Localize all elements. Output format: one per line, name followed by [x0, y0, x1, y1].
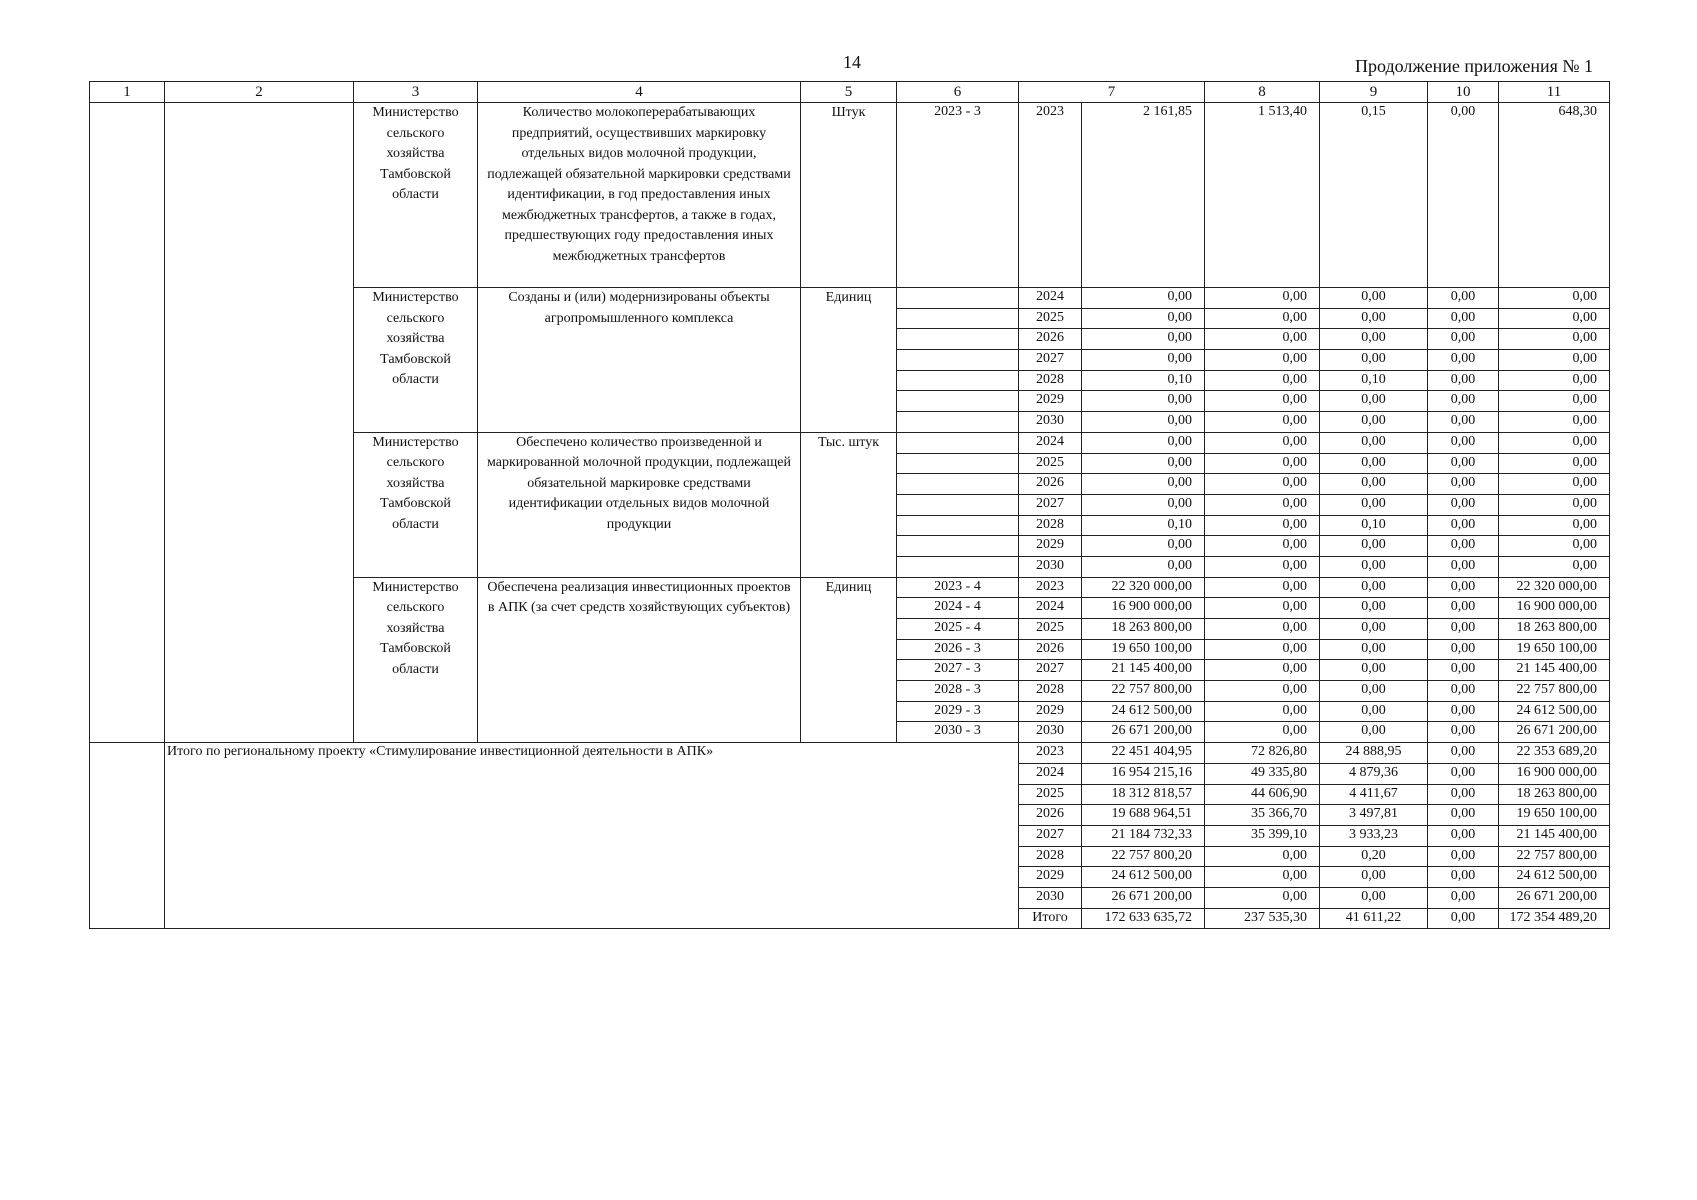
year-cell: 2030 [1019, 887, 1082, 908]
header-cell: 3 [354, 82, 478, 103]
amount-cell: 41 611,22 [1320, 908, 1428, 929]
target-cell: 2025 - 4 [897, 619, 1019, 640]
amount-cell: 0,00 [1205, 308, 1320, 329]
amount-cell: 0,00 [1499, 453, 1610, 474]
amount-cell: 22 320 000,00 [1499, 577, 1610, 598]
page-number: 14 [843, 52, 861, 72]
year-cell: 2028 [1019, 515, 1082, 536]
amount-cell: 22 757 800,00 [1499, 846, 1610, 867]
amount-cell: 0,00 [1205, 846, 1320, 867]
year-cell: 2023 [1019, 743, 1082, 764]
amount-cell: 172 633 635,72 [1082, 908, 1205, 929]
year-cell: Итого [1019, 908, 1082, 929]
amount-cell: 3 497,81 [1320, 805, 1428, 826]
amount-cell: 0,00 [1428, 784, 1499, 805]
amount-cell: 0,00 [1499, 536, 1610, 557]
target-cell [897, 370, 1019, 391]
amount-cell: 0,00 [1428, 103, 1499, 288]
amount-cell: 35 399,10 [1205, 825, 1320, 846]
year-cell: 2025 [1019, 308, 1082, 329]
amount-cell: 72 826,80 [1205, 743, 1320, 764]
amount-cell: 0,00 [1205, 453, 1320, 474]
year-cell: 2024 [1019, 598, 1082, 619]
target-cell [897, 412, 1019, 433]
amount-cell: 0,00 [1320, 432, 1428, 453]
amount-cell: 22 320 000,00 [1082, 577, 1205, 598]
amount-cell: 0,00 [1205, 619, 1320, 640]
amount-cell: 0,10 [1082, 515, 1205, 536]
indicator-cell: Обеспечено количество произведенной и маркированной молочной продукции, подлежащей обязательной маркировке средствами идентификации отдельных видов молочной продукции [478, 432, 801, 577]
year-cell: 2030 [1019, 722, 1082, 743]
amount-cell: 18 263 800,00 [1082, 619, 1205, 640]
amount-cell: 0,00 [1082, 391, 1205, 412]
amount-cell: 18 263 800,00 [1499, 619, 1610, 640]
amount-cell: 0,00 [1428, 453, 1499, 474]
amount-cell: 0,00 [1205, 474, 1320, 495]
header-cell: 1 [90, 82, 165, 103]
amount-cell: 35 366,70 [1205, 805, 1320, 826]
amount-cell: 0,00 [1205, 887, 1320, 908]
amount-cell: 0,00 [1320, 660, 1428, 681]
amount-cell: 0,00 [1428, 515, 1499, 536]
year-cell: 2023 [1019, 103, 1082, 288]
amount-cell: 22 757 800,00 [1499, 681, 1610, 702]
amount-cell: 0,00 [1320, 556, 1428, 577]
amount-cell: 0,00 [1499, 556, 1610, 577]
amount-cell: 0,00 [1205, 391, 1320, 412]
amount-cell: 16 900 000,00 [1499, 598, 1610, 619]
amount-cell: 0,00 [1205, 412, 1320, 433]
amount-cell: 0,00 [1428, 660, 1499, 681]
header-cell: 8 [1205, 82, 1320, 103]
amount-cell: 0,00 [1082, 288, 1205, 309]
amount-cell: 19 650 100,00 [1499, 639, 1610, 660]
amount-cell: 0,00 [1499, 370, 1610, 391]
amount-cell: 22 353 689,20 [1499, 743, 1610, 764]
amount-cell: 26 671 200,00 [1082, 722, 1205, 743]
amount-cell: 24 612 500,00 [1082, 701, 1205, 722]
year-cell: 2025 [1019, 784, 1082, 805]
unit-cell: Тыс. штук [801, 432, 897, 577]
amount-cell: 0,00 [1082, 453, 1205, 474]
year-cell: 2028 [1019, 370, 1082, 391]
total-row [90, 743, 1610, 764]
target-cell: 2027 - 3 [897, 660, 1019, 681]
amount-cell: 2 161,85 [1082, 103, 1205, 288]
amount-cell: 0,00 [1499, 515, 1610, 536]
target-cell: 2024 - 4 [897, 598, 1019, 619]
amount-cell: 44 606,90 [1205, 784, 1320, 805]
target-cell [897, 556, 1019, 577]
responsible-cell: Министерство сельского хозяйства Тамбовской области [354, 288, 478, 433]
amount-cell: 0,00 [1082, 412, 1205, 433]
amount-cell: 26 671 200,00 [1499, 722, 1610, 743]
amount-cell: 0,00 [1428, 867, 1499, 888]
target-cell [897, 453, 1019, 474]
amount-cell: 0,00 [1499, 412, 1610, 433]
total-label: Итого по региональному проекту «Стимулирование инвестиционной деятельности в АПК» [165, 743, 1019, 929]
amount-cell: 0,00 [1205, 867, 1320, 888]
target-cell [897, 474, 1019, 495]
amount-cell: 0,00 [1428, 350, 1499, 371]
year-cell: 2025 [1019, 453, 1082, 474]
amount-cell: 0,00 [1499, 288, 1610, 309]
year-cell: 2027 [1019, 660, 1082, 681]
amount-cell: 0,00 [1320, 867, 1428, 888]
year-cell: 2025 [1019, 619, 1082, 640]
amount-cell: 0,00 [1428, 681, 1499, 702]
amount-cell: 0,00 [1428, 908, 1499, 929]
amount-cell: 0,00 [1428, 308, 1499, 329]
amount-cell: 0,00 [1428, 494, 1499, 515]
amount-cell: 0,00 [1082, 308, 1205, 329]
amount-cell: 0,00 [1320, 887, 1428, 908]
amount-cell: 0,10 [1320, 515, 1428, 536]
header-cell: 10 [1428, 82, 1499, 103]
amount-cell: 0,00 [1428, 763, 1499, 784]
amount-cell: 0,00 [1428, 432, 1499, 453]
amount-cell: 0,00 [1320, 350, 1428, 371]
amount-cell: 0,00 [1428, 639, 1499, 660]
amount-cell: 0,00 [1205, 701, 1320, 722]
amount-cell: 1 513,40 [1205, 103, 1320, 288]
amount-cell: 19 650 100,00 [1499, 805, 1610, 826]
amount-cell: 0,00 [1205, 722, 1320, 743]
amount-cell: 0,00 [1205, 681, 1320, 702]
amount-cell: 21 184 732,33 [1082, 825, 1205, 846]
header-cell: 4 [478, 82, 801, 103]
target-cell [897, 515, 1019, 536]
amount-cell: 0,00 [1499, 474, 1610, 495]
amount-cell: 21 145 400,00 [1499, 825, 1610, 846]
header-row [90, 82, 1610, 103]
amount-cell: 0,00 [1082, 494, 1205, 515]
amount-cell: 0,00 [1499, 350, 1610, 371]
amount-cell: 16 900 000,00 [1499, 763, 1610, 784]
amount-cell: 18 263 800,00 [1499, 784, 1610, 805]
amount-cell: 0,00 [1320, 494, 1428, 515]
header-cell: 6 [897, 82, 1019, 103]
header-cell: 7 [1019, 82, 1205, 103]
target-cell [897, 350, 1019, 371]
year-cell: 2029 [1019, 391, 1082, 412]
year-cell: 2024 [1019, 288, 1082, 309]
amount-cell: 0,00 [1205, 598, 1320, 619]
year-cell: 2026 [1019, 639, 1082, 660]
amount-cell: 0,00 [1205, 556, 1320, 577]
target-cell: 2028 - 3 [897, 681, 1019, 702]
appendix-title: Продолжение приложения № 1 [1355, 56, 1594, 76]
year-cell: 2026 [1019, 805, 1082, 826]
amount-cell: 0,00 [1428, 598, 1499, 619]
amount-cell: 0,00 [1428, 391, 1499, 412]
col2-cell [165, 103, 354, 743]
amount-cell: 0,00 [1428, 887, 1499, 908]
year-cell: 2030 [1019, 412, 1082, 433]
col1-cell [90, 743, 165, 929]
amount-cell: 0,00 [1499, 494, 1610, 515]
amount-cell: 0,00 [1320, 536, 1428, 557]
amount-cell: 24 612 500,00 [1499, 701, 1610, 722]
amount-cell: 0,00 [1205, 515, 1320, 536]
amount-cell: 0,00 [1320, 639, 1428, 660]
amount-cell: 0,00 [1320, 474, 1428, 495]
amount-cell: 0,00 [1499, 391, 1610, 412]
amount-cell: 0,00 [1320, 701, 1428, 722]
amount-cell: 24 612 500,00 [1082, 867, 1205, 888]
amount-cell: 26 671 200,00 [1082, 887, 1205, 908]
year-cell: 2026 [1019, 329, 1082, 350]
year-cell: 2029 [1019, 867, 1082, 888]
amount-cell: 0,00 [1499, 329, 1610, 350]
amount-cell: 4 879,36 [1320, 763, 1428, 784]
year-cell: 2027 [1019, 350, 1082, 371]
amount-cell: 0,00 [1428, 412, 1499, 433]
amount-cell: 0,00 [1205, 370, 1320, 391]
amount-cell: 19 650 100,00 [1082, 639, 1205, 660]
year-cell: 2023 [1019, 577, 1082, 598]
amount-cell: 0,00 [1428, 474, 1499, 495]
unit-cell: Единиц [801, 577, 897, 743]
amount-cell: 0,00 [1499, 308, 1610, 329]
amount-cell: 0,00 [1082, 350, 1205, 371]
amount-cell: 24 612 500,00 [1499, 867, 1610, 888]
amount-cell: 648,30 [1499, 103, 1610, 288]
amount-cell: 0,00 [1428, 846, 1499, 867]
header-cell: 11 [1499, 82, 1610, 103]
amount-cell: 0,00 [1205, 577, 1320, 598]
amount-cell: 3 933,23 [1320, 825, 1428, 846]
amount-cell: 0,00 [1320, 391, 1428, 412]
year-cell: 2026 [1019, 474, 1082, 495]
amount-cell: 0,00 [1205, 432, 1320, 453]
amount-cell: 0,00 [1428, 577, 1499, 598]
amount-cell: 0,00 [1428, 536, 1499, 557]
indicator-cell: Количество молокоперерабатывающих предприятий, осуществивших маркировку отдельных видов молочной продукции, подлежащей обязательной маркировки средствами идентификации, в год предоставления иных межбюджетных трансфертов, а также в годах, предшествующих году предоставления иных межбюджетных трансфертов [478, 103, 801, 288]
amount-cell: 22 757 800,20 [1082, 846, 1205, 867]
target-cell [897, 432, 1019, 453]
amount-cell: 21 145 400,00 [1499, 660, 1610, 681]
responsible-cell: Министерство сельского хозяйства Тамбовской области [354, 432, 478, 577]
amount-cell: 0,00 [1320, 577, 1428, 598]
amount-cell: 0,00 [1320, 681, 1428, 702]
amount-cell: 0,00 [1082, 432, 1205, 453]
amount-cell: 0,00 [1428, 805, 1499, 826]
amount-cell: 0,00 [1320, 329, 1428, 350]
header-cell: 5 [801, 82, 897, 103]
amount-cell: 0,00 [1320, 619, 1428, 640]
target-cell [897, 308, 1019, 329]
amount-cell: 0,20 [1320, 846, 1428, 867]
col1-cell [90, 103, 165, 743]
amount-cell: 0,00 [1499, 432, 1610, 453]
amount-cell: 19 688 964,51 [1082, 805, 1205, 826]
amount-cell: 0,00 [1205, 494, 1320, 515]
year-cell: 2027 [1019, 825, 1082, 846]
amount-cell: 0,15 [1320, 103, 1428, 288]
amount-cell: 0,00 [1205, 639, 1320, 660]
amount-cell: 0,00 [1428, 619, 1499, 640]
amount-cell: 22 757 800,00 [1082, 681, 1205, 702]
unit-cell: Единиц [801, 288, 897, 433]
amount-cell: 0,00 [1320, 288, 1428, 309]
amount-cell: 18 312 818,57 [1082, 784, 1205, 805]
header-cell: 9 [1320, 82, 1428, 103]
year-cell: 2024 [1019, 763, 1082, 784]
amount-cell: 22 451 404,95 [1082, 743, 1205, 764]
year-cell: 2029 [1019, 536, 1082, 557]
year-cell: 2027 [1019, 494, 1082, 515]
amount-cell: 16 954 215,16 [1082, 763, 1205, 784]
amount-cell: 0,00 [1320, 722, 1428, 743]
amount-cell: 237 535,30 [1205, 908, 1320, 929]
amount-cell: 0,00 [1205, 350, 1320, 371]
amount-cell: 49 335,80 [1205, 763, 1320, 784]
amount-cell: 0,00 [1320, 308, 1428, 329]
amount-cell: 21 145 400,00 [1082, 660, 1205, 681]
amount-cell: 0,00 [1428, 825, 1499, 846]
target-cell: 2030 - 3 [897, 722, 1019, 743]
responsible-cell: Министерство сельского хозяйства Тамбовской области [354, 103, 478, 288]
amount-cell: 0,00 [1205, 660, 1320, 681]
year-cell: 2028 [1019, 681, 1082, 702]
amount-cell: 172 354 489,20 [1499, 908, 1610, 929]
target-cell: 2023 - 4 [897, 577, 1019, 598]
amount-cell: 0,00 [1428, 722, 1499, 743]
year-cell: 2024 [1019, 432, 1082, 453]
amount-cell: 0,00 [1320, 453, 1428, 474]
amount-cell: 0,10 [1082, 370, 1205, 391]
header-cell: 2 [165, 82, 354, 103]
amount-cell: 24 888,95 [1320, 743, 1428, 764]
amount-cell: 0,00 [1082, 556, 1205, 577]
target-cell [897, 329, 1019, 350]
target-cell: 2026 - 3 [897, 639, 1019, 660]
amount-cell: 0,00 [1205, 536, 1320, 557]
target-cell [897, 288, 1019, 309]
amount-cell: 0,00 [1428, 743, 1499, 764]
responsible-cell: Министерство сельского хозяйства Тамбовской области [354, 577, 478, 743]
amount-cell: 0,00 [1320, 412, 1428, 433]
amount-cell: 0,00 [1320, 598, 1428, 619]
indicator-cell: Обеспечена реализация инвестиционных проектов в АПК (за счет средств хозяйствующих субъектов) [478, 577, 801, 743]
indicator-cell: Созданы и (или) модернизированы объекты агропромышленного комплекса [478, 288, 801, 433]
unit-cell: Штук [801, 103, 897, 288]
amount-cell: 0,10 [1320, 370, 1428, 391]
amount-cell: 0,00 [1205, 288, 1320, 309]
target-cell [897, 391, 1019, 412]
amount-cell: 0,00 [1082, 474, 1205, 495]
budget-table [89, 81, 1610, 929]
year-cell: 2029 [1019, 701, 1082, 722]
target-cell: 2023 - 3 [897, 103, 1019, 288]
amount-cell: 0,00 [1428, 556, 1499, 577]
target-cell [897, 494, 1019, 515]
table-row [90, 103, 1610, 288]
amount-cell: 16 900 000,00 [1082, 598, 1205, 619]
amount-cell: 4 411,67 [1320, 784, 1428, 805]
amount-cell: 0,00 [1428, 288, 1499, 309]
amount-cell: 26 671 200,00 [1499, 887, 1610, 908]
year-cell: 2028 [1019, 846, 1082, 867]
amount-cell: 0,00 [1428, 329, 1499, 350]
amount-cell: 0,00 [1082, 536, 1205, 557]
target-cell [897, 536, 1019, 557]
amount-cell: 0,00 [1428, 701, 1499, 722]
amount-cell: 0,00 [1205, 329, 1320, 350]
year-cell: 2030 [1019, 556, 1082, 577]
target-cell: 2029 - 3 [897, 701, 1019, 722]
amount-cell: 0,00 [1428, 370, 1499, 391]
amount-cell: 0,00 [1082, 329, 1205, 350]
